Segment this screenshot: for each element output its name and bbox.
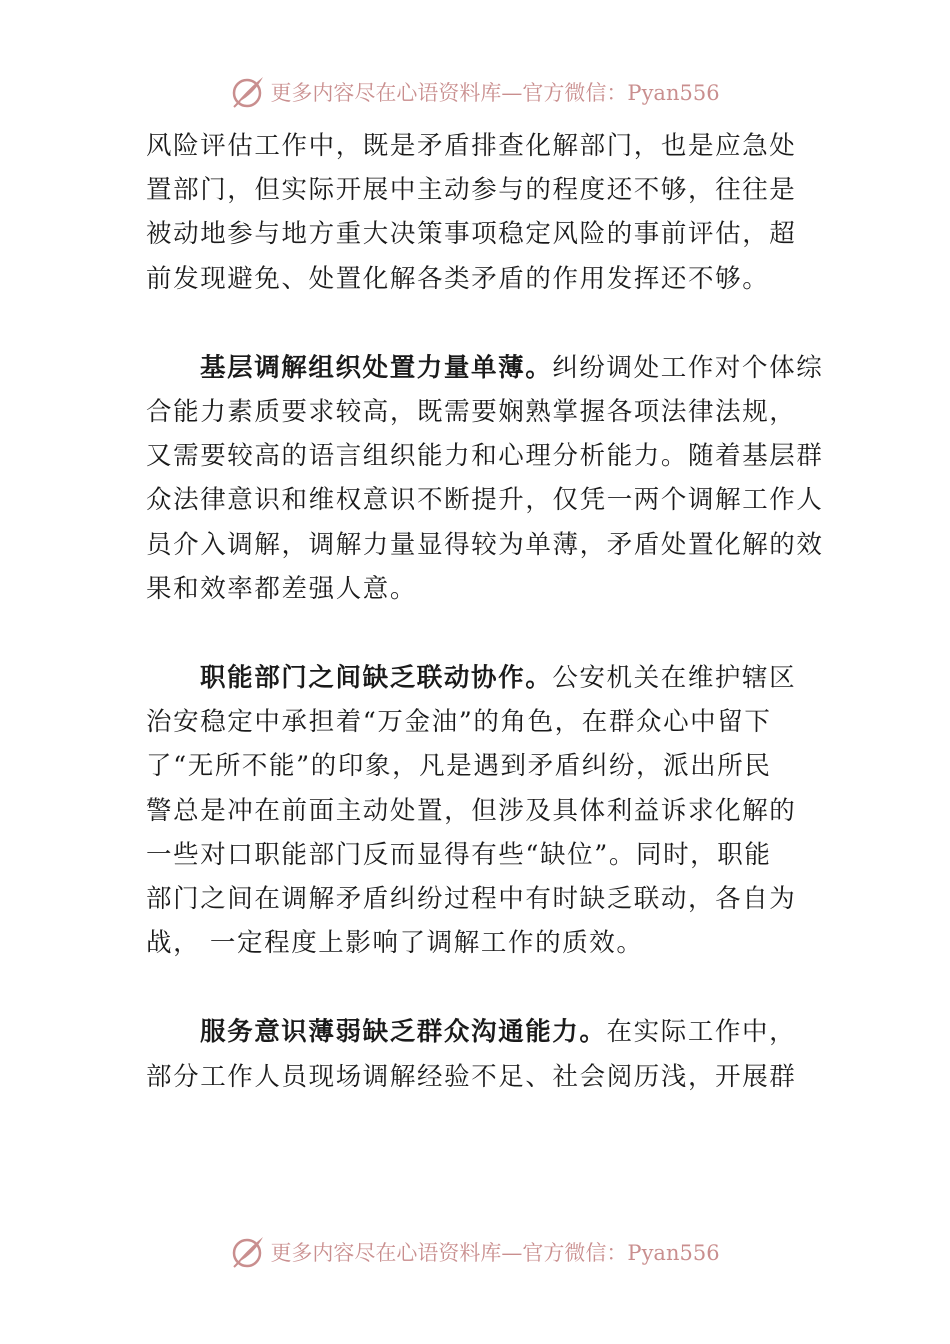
text-line: 被动地参与地方重大决策事项稳定风险的事前评估，超 [146, 219, 797, 250]
text-line: 前发现避免、处置化解各类矛盾的作用发挥还不够。 [146, 263, 770, 294]
quill-logo-icon [230, 1234, 266, 1270]
text-line: 治安稳定中承担着“万金油”的角色，在群众心中留下 [146, 707, 772, 738]
text-line: 了“无所不能”的印象，凡是遇到矛盾纠纷，派出所民 [146, 751, 772, 782]
text-line: 又需要较高的语言组织能力和心理分析能力。随着基层群 [146, 441, 824, 472]
text-line: 战， 一定程度上影响了调解工作的质效。 [146, 928, 644, 959]
footer-banner [0, 1230, 950, 1274]
paragraph-1 [146, 124, 826, 301]
text-line-first [146, 656, 826, 700]
paragraph-2 [146, 346, 826, 611]
text-line: 部门之间在调解矛盾纠纷过程中有时缺乏联动，各自为 [146, 884, 797, 915]
text-line: 置部门，但实际开展中主动参与的程度还不够，往往是 [146, 175, 797, 206]
paragraph-3 [146, 656, 826, 965]
document-body [146, 124, 826, 1099]
text-line: 果和效率都差强人意。 [146, 573, 418, 604]
paragraph-lead-heading: 基层调解组织处置力量单薄。 [200, 352, 553, 383]
header-banner [0, 70, 950, 114]
text-line: 风险评估工作中，既是矛盾排查化解部门，也是应急处 [146, 131, 797, 161]
text-line-first [146, 346, 826, 390]
paragraph-4 [146, 1010, 826, 1098]
paragraph-lead-heading: 职能部门之间缺乏联动协作。 [200, 663, 553, 694]
text-line: 警总是冲在前面主动处置，但涉及具体利益诉求化解的 [146, 795, 797, 826]
text-line: 合能力素质要求较高，既需要娴熟掌握各项法律法规， [146, 397, 797, 428]
text-run: 公安机关在维护辖区 [552, 663, 797, 694]
text-line: 众法律意识和维权意识不断提升，仅凭一两个调解工作人 [146, 485, 824, 516]
paragraph-lead-heading: 服务意识薄弱缺乏群众沟通能力。 [200, 1017, 607, 1048]
text-line-first [146, 1010, 826, 1054]
footer-banner-text: 更多内容尽在心语资料库—官方微信：Pyan556 [270, 1241, 720, 1265]
text-run: 纠纷调处工作对个体综 [552, 352, 824, 383]
header-banner-text: 更多内容尽在心语资料库—官方微信：Pyan556 [270, 81, 720, 105]
text-run: 在实际工作中， [606, 1017, 797, 1048]
quill-logo-icon [230, 74, 266, 110]
text-line: 一些对口职能部门反而显得有些“缺位”。同时，职能 [146, 839, 772, 870]
text-line: 部分工作人员现场调解经验不足、社会阅历浅，开展群 [146, 1061, 797, 1092]
text-line: 员介入调解，调解力量显得较为单薄，矛盾处置化解的效 [146, 529, 824, 560]
